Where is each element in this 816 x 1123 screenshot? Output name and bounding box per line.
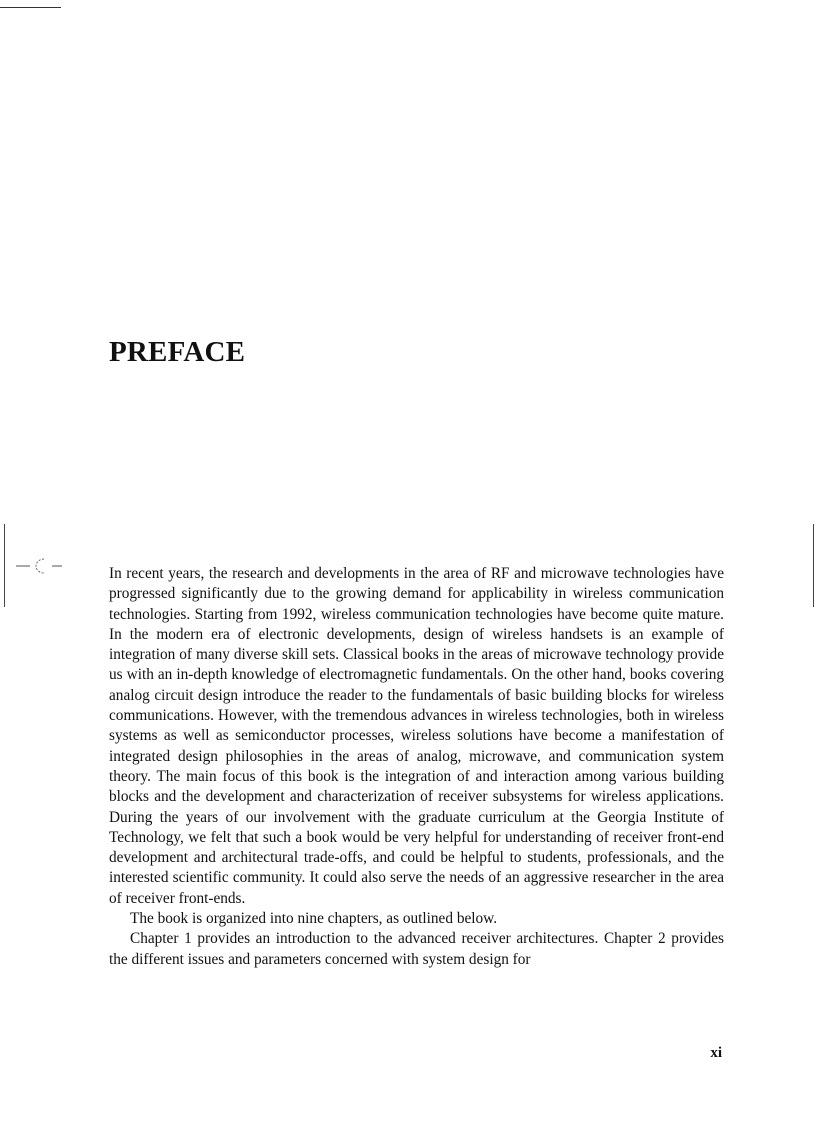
top-crop-rule xyxy=(0,7,61,8)
registration-mark-icon xyxy=(14,553,66,579)
paragraph-intro: In recent years, the research and developments in the area of RF and microwave technologies have progressed significantly due to the growing demand for applicability in wireless communication technologies. Starting from 1992, wireless communication technologies have become quite mature. In the modern era of electronic developments, design of wireless handsets is an example of integration of many diverse skill sets. Classical books in the areas of microwave technology provide us with an in-depth knowledge of electromagnetic fundamentals. On the other hand, books covering analog circuit design introduce the reader to the fundamentals of basic building blocks for wireless communications. However, with the tremendous advances in wireless technologies, both in wireless systems as well as semiconductor processes, wireless solutions have become a manifestation of integrated design philosophies in the areas of analog, microwave, and communication system theory. The main focus of this book is the integration of and interaction among various building blocks and the development and characterization of receiver subsystems for wireless applications. During the years of our involvement with the graduate curriculum at the Georgia Institute of Technology, we felt that such a book would be very helpful for understanding of receiver front-end development and architectural trade-offs, and could be helpful to students, professionals, and the interested scientific community. It could also serve the needs of an aggressive researcher in the area of receiver front-ends. xyxy=(109,565,724,907)
paragraph-organization: The book is organized into nine chapters, as outlined below. xyxy=(130,910,498,928)
page-number: xi xyxy=(710,1045,722,1061)
chapter-title: PREFACE xyxy=(109,336,246,368)
paragraph-chapter-overview: Chapter 1 provides an introduction to the advanced receiver architectures. Chapter 2 provides the different issues and parameters concerned with system design for xyxy=(109,930,724,968)
preface-body xyxy=(109,564,724,970)
right-margin-line xyxy=(813,524,814,607)
left-margin-line xyxy=(4,524,5,607)
